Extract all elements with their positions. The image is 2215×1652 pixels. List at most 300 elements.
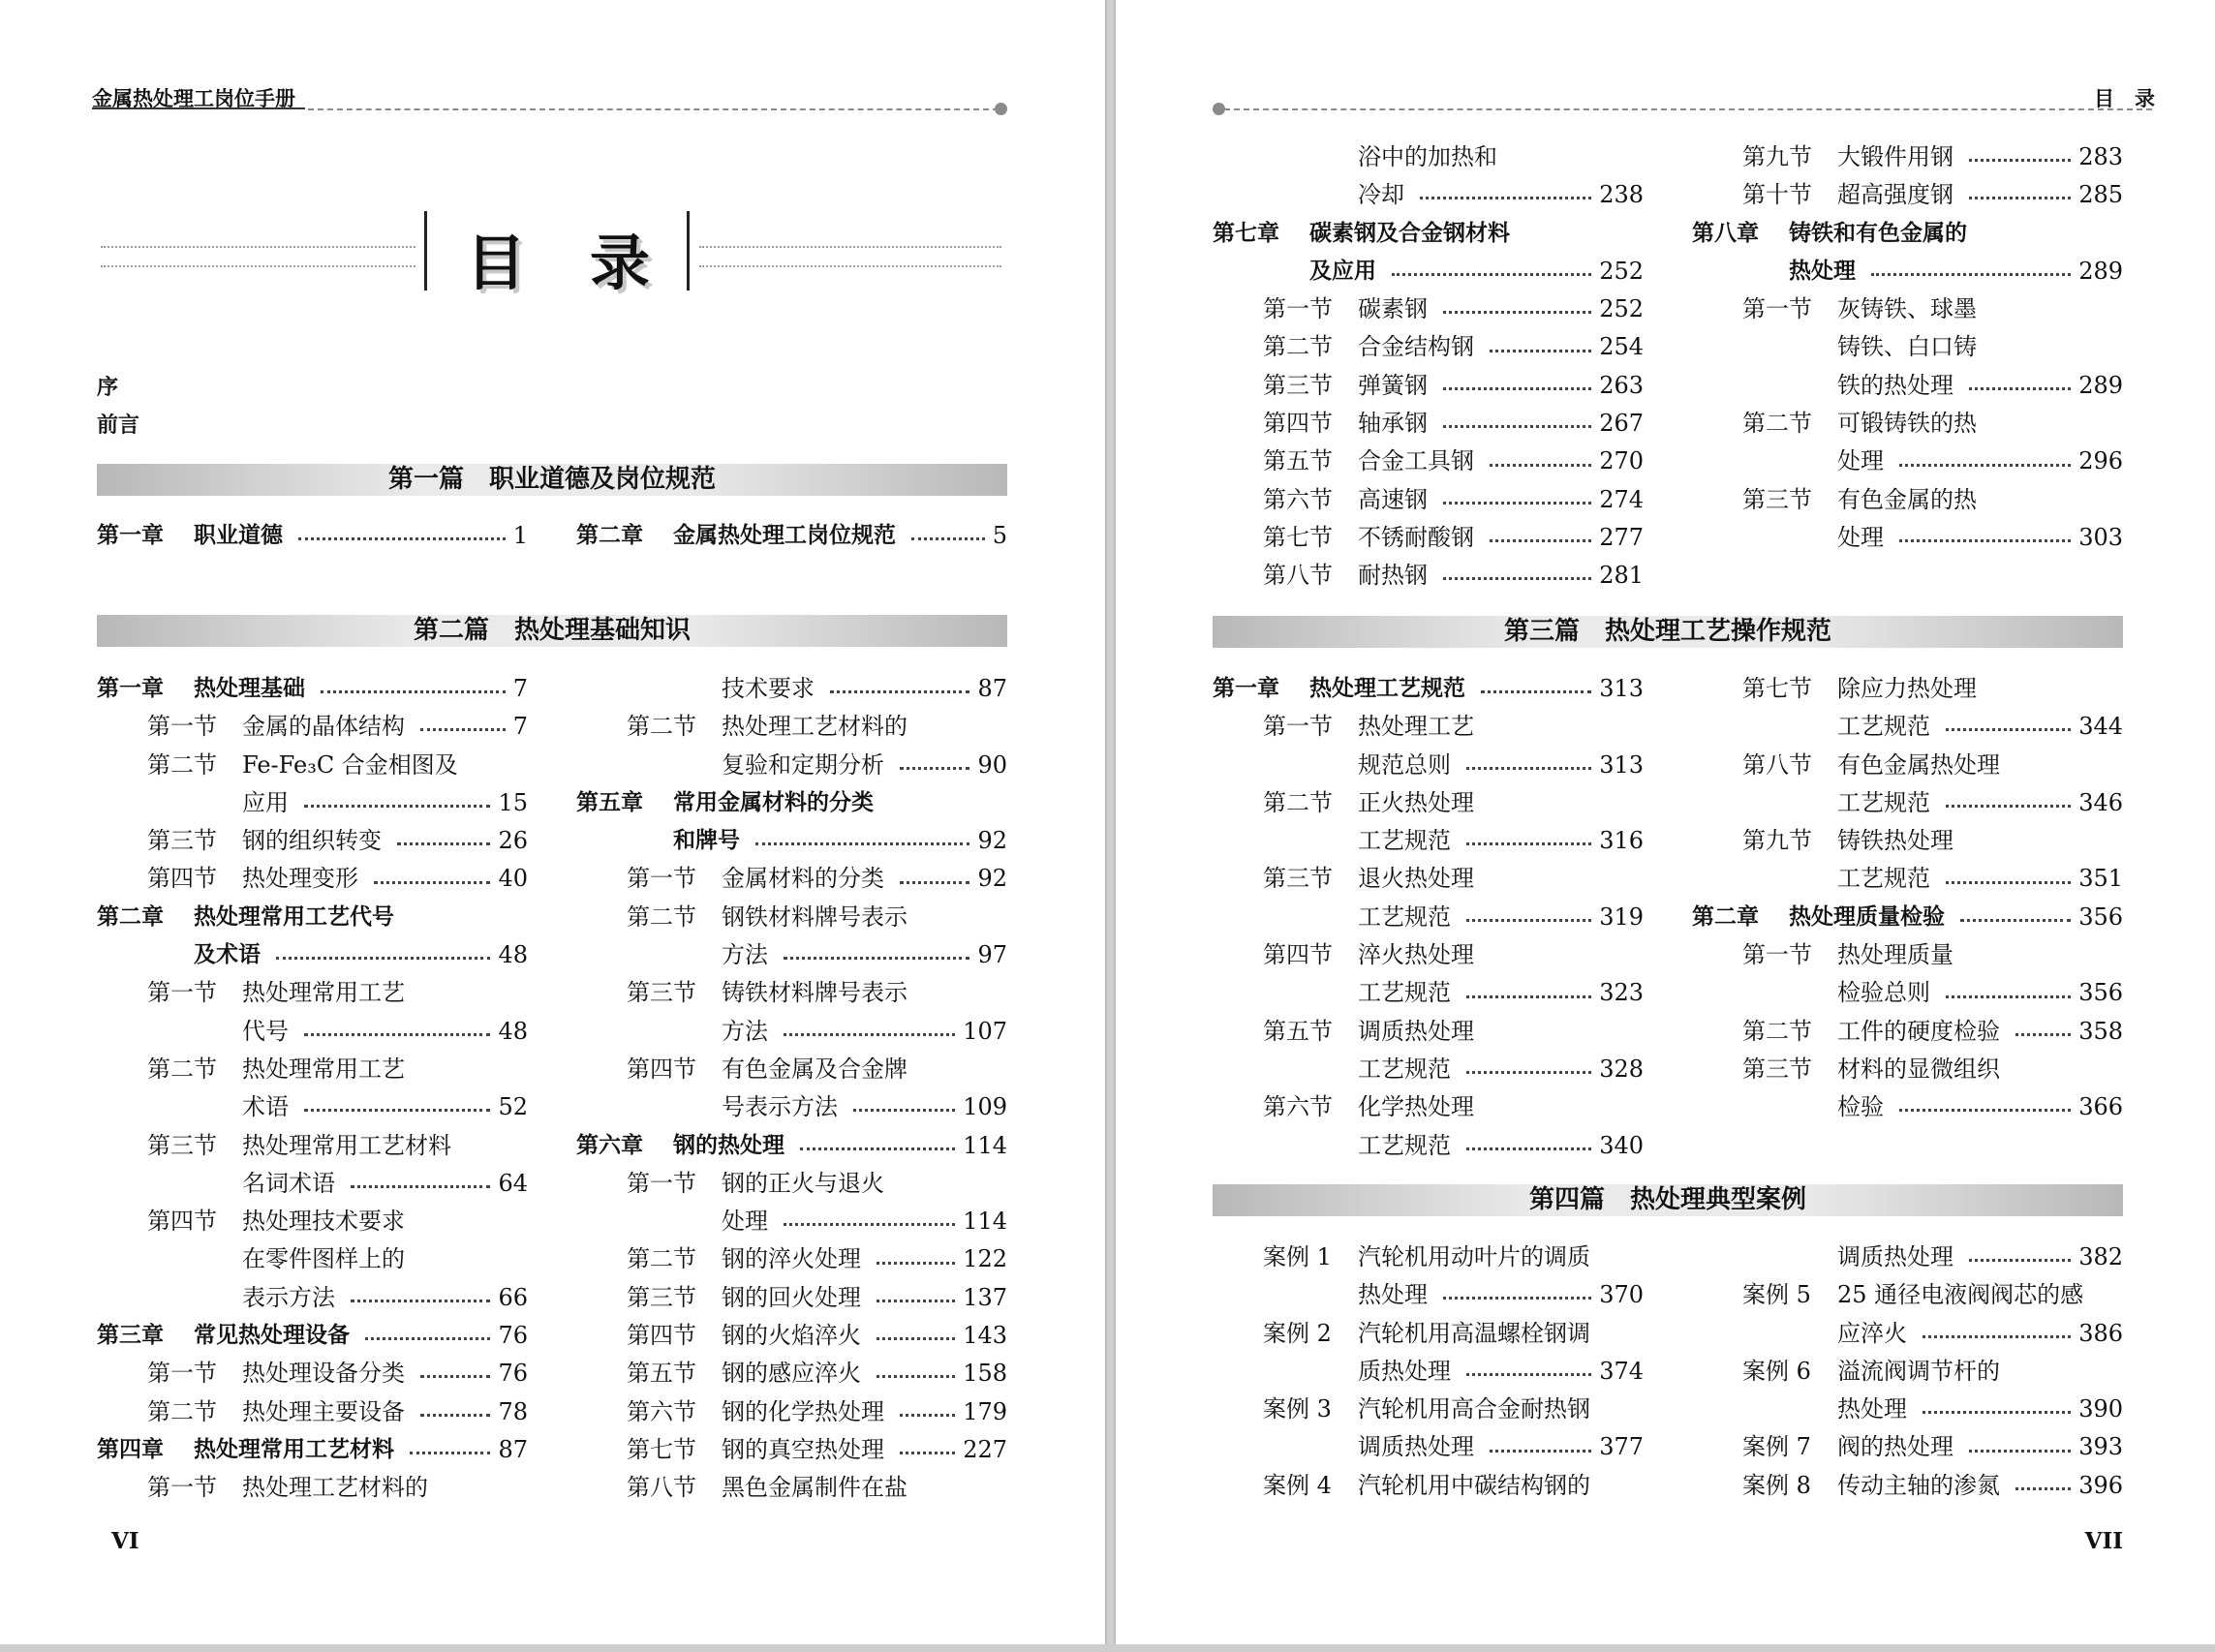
toc-entry[interactable] — [1692, 176, 2123, 214]
toc-entry[interactable] — [1213, 784, 1644, 822]
toc-leader — [830, 670, 1007, 708]
toc-entry[interactable] — [1213, 138, 1644, 176]
leader-dots — [784, 1033, 955, 1036]
toc-entry-label: 第七章 — [1213, 220, 1279, 246]
toc-entry[interactable] — [1213, 291, 1644, 328]
toc-page-number: 252 — [1599, 257, 1644, 285]
leader-dots — [1899, 464, 2071, 467]
toc-entry-label: 第二节 — [147, 1397, 217, 1425]
toc-leader — [1490, 519, 1644, 557]
toc-entry[interactable] — [1213, 860, 1644, 898]
leader-dots — [351, 1185, 490, 1188]
toc-entry[interactable] — [1213, 443, 1644, 480]
toc-columns-part-2 — [97, 670, 1007, 1508]
toc-entry[interactable] — [1213, 708, 1644, 746]
toc-entry-title: 技术要求 — [722, 675, 815, 702]
toc-columns-continued — [1213, 138, 2123, 596]
toc-entry-title: 检验 — [1837, 1093, 1884, 1121]
leader-dots — [1490, 350, 1591, 352]
running-header: 目 录 — [2094, 87, 2155, 110]
toc-chapter-entry[interactable] — [1692, 253, 2123, 291]
toc-entry[interactable] — [1213, 1428, 1644, 1466]
toc-entry-title: 灰铸铁、球墨 — [1837, 295, 1977, 323]
toc-page-number: 92 — [977, 827, 1007, 855]
toc-entry-label: 第一节 — [147, 713, 217, 741]
toc-entry-title: 处理 — [1837, 523, 1884, 551]
toc-entry[interactable] — [1213, 481, 1644, 519]
toc-leader — [900, 747, 1007, 784]
toc-entry-label: 第八节 — [627, 1474, 696, 1502]
toc-entry[interactable] — [576, 1317, 1007, 1355]
leader-dots — [2015, 1487, 2071, 1490]
toc-entry-label: 第三章 — [97, 1323, 164, 1349]
toc-entry[interactable] — [1213, 1391, 1644, 1428]
toc-column — [1213, 670, 1644, 1165]
part-bar-2 — [97, 615, 1007, 647]
leader-dots — [1946, 805, 2071, 808]
toc-leader — [1392, 253, 1644, 291]
toc-entry-title: 处理 — [1837, 447, 1884, 475]
toc-page-number: 109 — [963, 1093, 1007, 1121]
front-matter-foreword: 前言 — [97, 413, 140, 438]
leader-dots — [1443, 425, 1591, 428]
toc-page-number: 285 — [2078, 181, 2123, 209]
toc-page-number: 143 — [963, 1322, 1007, 1350]
toc-entry[interactable] — [97, 1051, 528, 1088]
toc-entry[interactable] — [576, 1431, 1007, 1469]
toc-leader — [1466, 747, 1644, 784]
toc-leader — [304, 1013, 528, 1051]
toc-entry-title: 钢的正火与退火 — [722, 1169, 884, 1197]
toc-entry[interactable] — [1692, 1051, 2123, 1088]
toc-leader — [784, 936, 1007, 974]
toc-leader — [1899, 519, 2123, 557]
toc-chapter-entry[interactable] — [1692, 215, 2123, 253]
leader-dots — [304, 805, 490, 808]
toc-page-number: 303 — [2078, 523, 2123, 551]
toc-leader — [877, 1317, 1007, 1355]
toc-page-number: 137 — [963, 1283, 1007, 1311]
toc-page-number: 386 — [2078, 1319, 2123, 1347]
toc-entry[interactable] — [1213, 1276, 1644, 1314]
toc-entry-label: 第一节 — [1263, 713, 1333, 741]
toc-chapter-entry[interactable] — [97, 899, 528, 936]
toc-leader — [900, 860, 1007, 898]
toc-leader — [1443, 367, 1644, 405]
toc-page-number: 313 — [1599, 750, 1644, 779]
toc-entry-title: 检验总则 — [1837, 979, 1930, 1007]
toc-entry[interactable] — [1213, 367, 1644, 405]
toc-entry[interactable] — [1692, 1315, 2123, 1353]
toc-entry[interactable] — [576, 1165, 1007, 1203]
leader-dots — [351, 1300, 490, 1302]
toc-leader — [1946, 784, 2123, 822]
part-bar-1 — [97, 464, 1007, 496]
toc-entry[interactable] — [576, 860, 1007, 898]
toc-entry-label: 第五节 — [1263, 447, 1333, 475]
toc-entry[interactable] — [1692, 974, 2123, 1012]
toc-chapter-entry[interactable] — [1213, 253, 1644, 291]
toc-entry[interactable] — [1692, 443, 2123, 480]
toc-entry-label: 第六节 — [1263, 485, 1333, 513]
toc-chapter-entry[interactable] — [576, 784, 1007, 822]
toc-page-number: 358 — [2078, 1017, 2123, 1045]
toc-leader — [351, 1279, 528, 1317]
toc-entry-label: 第二章 — [97, 903, 164, 930]
toc-entry[interactable] — [1692, 1276, 2123, 1314]
toc-entry-label: 第一章 — [1213, 676, 1279, 701]
toc-entry-title: 代号 — [242, 1017, 289, 1045]
toc-entry-title: 材料的显微组织 — [1837, 1055, 2000, 1083]
toc-chapter-entry[interactable] — [576, 1127, 1007, 1165]
toc-entry[interactable] — [97, 784, 528, 822]
toc-entry-label: 第一章 — [97, 676, 164, 701]
toc-entry-title: 热处理工艺材料的 — [242, 1474, 428, 1502]
toc-entry[interactable] — [576, 1279, 1007, 1317]
toc-entry[interactable] — [576, 1355, 1007, 1392]
toc-entry[interactable] — [1692, 708, 2123, 746]
toc-entry-label: 第三节 — [627, 979, 696, 1007]
toc-entry-label: 第一章 — [97, 523, 164, 548]
toc-entry[interactable] — [576, 936, 1007, 974]
toc-page-number: 252 — [1599, 295, 1644, 323]
toc-entry-label: 第一节 — [1263, 295, 1333, 323]
toc-entry[interactable] — [576, 708, 1007, 746]
toc-entry-title: 工艺规范 — [1358, 902, 1451, 931]
right-page — [1116, 0, 2215, 1644]
toc-entry-label: 第七节 — [1742, 675, 1812, 702]
toc-page-number: 382 — [2078, 1243, 2123, 1270]
toc-entry[interactable] — [1692, 519, 2123, 557]
toc-entry[interactable] — [576, 974, 1007, 1012]
toc-entry-title: 轴承钢 — [1358, 410, 1428, 438]
toc-entry-title: 调质热处理 — [1358, 1017, 1474, 1045]
toc-entry[interactable] — [1213, 1239, 1644, 1276]
toc-entry[interactable] — [1692, 328, 2123, 366]
toc-entry-title: 钢的热处理 — [673, 1132, 784, 1158]
toc-entry[interactable] — [1213, 519, 1644, 557]
toc-entry-label: 第五章 — [576, 789, 643, 815]
toc-column — [576, 517, 1007, 555]
toc-entry[interactable] — [1213, 176, 1644, 214]
toc-entry-title: 应用 — [242, 788, 289, 816]
toc-leader — [755, 822, 1007, 860]
toc-entry[interactable] — [1692, 747, 2123, 784]
toc-entry-title: 术语 — [242, 1093, 289, 1121]
toc-page-number: 319 — [1599, 902, 1644, 931]
toc-entry[interactable] — [1692, 1088, 2123, 1126]
toc-leader — [1466, 899, 1644, 936]
toc-chapter-entry[interactable] — [1692, 899, 2123, 936]
part-bar-3 — [1213, 616, 2123, 648]
toc-entry-title: 正火热处理 — [1358, 788, 1474, 816]
toc-entry-title: 钢的火焰淬火 — [722, 1322, 861, 1350]
toc-entry[interactable] — [97, 1203, 528, 1240]
toc-entry[interactable] — [576, 1051, 1007, 1088]
toc-entry-title: 处理 — [722, 1208, 768, 1236]
toc-entry[interactable] — [1692, 1239, 2123, 1276]
toc-chapter-entry[interactable] — [97, 1317, 528, 1355]
left-page — [0, 0, 1105, 1644]
toc-leader — [2015, 1467, 2123, 1505]
toc-chapter-entry[interactable] — [576, 517, 1007, 555]
toc-entry[interactable] — [1213, 405, 1644, 443]
toc-leader — [1969, 138, 2123, 176]
toc-entry[interactable] — [1692, 367, 2123, 405]
toc-entry-label: 第四节 — [1263, 410, 1333, 438]
toc-page-number: 114 — [963, 1131, 1007, 1159]
toc-entry[interactable] — [576, 1469, 1007, 1507]
toc-entry-label: 第八章 — [1692, 220, 1759, 246]
toc-leader — [397, 822, 528, 860]
leader-dots — [1466, 767, 1591, 770]
toc-entry[interactable] — [1692, 1013, 2123, 1051]
toc-leader — [1899, 443, 2123, 480]
toc-page-number: 92 — [977, 865, 1007, 893]
toc-entry[interactable] — [97, 1013, 528, 1051]
toc-entry-title: 热处理 — [1789, 258, 1856, 284]
toc-page-number: 97 — [977, 941, 1007, 969]
toc-entry[interactable] — [576, 1088, 1007, 1126]
toc-entry-title: 热处理常用工艺 — [242, 979, 405, 1007]
toc-entry-label: 第一节 — [627, 865, 696, 893]
toc-entry[interactable] — [97, 1240, 528, 1278]
leader-dots — [900, 881, 969, 884]
toc-chapter-entry[interactable] — [97, 517, 528, 555]
toc-entry[interactable] — [576, 1013, 1007, 1051]
toc-leader — [1466, 1127, 1644, 1165]
toc-entry-label: 案例 6 — [1742, 1357, 1811, 1385]
toc-leader — [1490, 443, 1644, 480]
toc-entry[interactable] — [1692, 1391, 2123, 1428]
toc-entry-title: 汽轮机用动叶片的调质 — [1358, 1243, 1590, 1270]
toc-entry-title: 钢铁材料牌号表示 — [722, 902, 908, 931]
toc-leader — [1946, 708, 2123, 746]
toc-leader — [321, 670, 528, 708]
toc-entry-label: 第二节 — [1263, 333, 1333, 361]
toc-entry-title: 有色金属热处理 — [1837, 750, 2000, 779]
toc-entry[interactable] — [576, 1240, 1007, 1278]
toc-page-number: 52 — [498, 1093, 528, 1121]
toc-entry[interactable] — [97, 822, 528, 860]
toc-entry-title: 钢的真空热处理 — [722, 1435, 884, 1463]
toc-page-number: 87 — [977, 675, 1007, 702]
toc-leader — [420, 1393, 528, 1431]
toc-entry[interactable] — [576, 1203, 1007, 1240]
toc-leader — [420, 1355, 528, 1392]
toc-page-number: 289 — [2078, 257, 2123, 285]
leader-dots — [900, 1452, 955, 1454]
leader-dots — [1969, 1259, 2071, 1262]
toc-entry-title: 弹簧钢 — [1358, 371, 1428, 399]
toc-entry[interactable] — [97, 1355, 528, 1392]
toc-leader — [877, 1355, 1007, 1392]
toc-entry-title: 汽轮机用高温螺栓钢调 — [1358, 1319, 1590, 1347]
toc-entry[interactable] — [97, 1127, 528, 1165]
toc-chapter-entry[interactable] — [97, 1431, 528, 1469]
toc-entry[interactable] — [1213, 899, 1644, 936]
toc-page-number: 7 — [512, 713, 528, 741]
toc-page-number: 356 — [2078, 979, 2123, 1007]
toc-leader — [1443, 557, 1644, 595]
toc-entry[interactable] — [1213, 1127, 1644, 1165]
toc-entry[interactable] — [1213, 1088, 1644, 1126]
toc-entry[interactable] — [1213, 936, 1644, 974]
toc-leader — [1481, 670, 1644, 708]
leader-dots — [1466, 1373, 1591, 1376]
toc-leader — [853, 1088, 1007, 1126]
toc-entry-label: 第三节 — [1742, 485, 1812, 513]
toc-entry[interactable] — [1213, 974, 1644, 1012]
leader-dots — [420, 1414, 490, 1417]
toc-columns-part-1 — [97, 517, 1007, 555]
toc-entry[interactable] — [1213, 747, 1644, 784]
leader-dots — [1443, 311, 1591, 314]
leader-dots — [1490, 539, 1591, 542]
toc-entry[interactable] — [97, 1165, 528, 1203]
toc-entry-title: 热处理技术要求 — [242, 1208, 405, 1236]
toc-entry[interactable] — [1692, 1428, 2123, 1466]
book-gutter — [1105, 0, 1116, 1652]
toc-entry[interactable] — [1692, 481, 2123, 519]
toc-entry[interactable] — [1692, 784, 2123, 822]
toc-entry-title: 热处理常用工艺材料 — [194, 1436, 394, 1462]
leader-dots — [304, 1033, 490, 1036]
toc-page-number: 267 — [1599, 410, 1644, 438]
toc-entry[interactable] — [1213, 1051, 1644, 1088]
toc-entry-title: 化学热处理 — [1358, 1093, 1474, 1121]
toc-leader — [298, 517, 528, 555]
toc-entry-title: 规范总则 — [1358, 750, 1451, 779]
toc-leader — [1969, 1239, 2123, 1276]
toc-entry[interactable] — [97, 1279, 528, 1317]
toc-page-number: 107 — [963, 1017, 1007, 1045]
toc-entry[interactable] — [1213, 1315, 1644, 1353]
toc-entry[interactable] — [1213, 328, 1644, 366]
toc-entry-title: 25 通径电液阀阀芯的感 — [1837, 1281, 2084, 1309]
toc-leader — [1490, 1428, 1644, 1466]
toc-entry[interactable] — [1692, 138, 2123, 176]
toc-entry-title: 名词术语 — [242, 1169, 335, 1197]
toc-entry-label: 第六节 — [627, 1397, 696, 1425]
leader-dots — [900, 767, 969, 770]
toc-entry[interactable] — [1692, 936, 2123, 974]
toc-entry[interactable] — [576, 670, 1007, 708]
toc-page-number: 366 — [2078, 1093, 2123, 1121]
toc-entry-title: 方法 — [722, 1017, 768, 1045]
part-title: 第一篇 职业道德及岗位规范 — [387, 465, 716, 494]
title-dots-left — [101, 246, 415, 267]
leader-dots — [877, 1300, 955, 1302]
toc-entry[interactable] — [97, 860, 528, 898]
toc-entry-label: 第一节 — [1742, 295, 1812, 323]
toc-chapter-entry[interactable] — [576, 822, 1007, 860]
toc-page-number: 328 — [1599, 1055, 1644, 1083]
toc-entry-label: 第二节 — [1263, 788, 1333, 816]
toc-entry-label: 第九节 — [1742, 143, 1812, 170]
toc-entry-label: 案例 5 — [1742, 1281, 1811, 1309]
toc-leader — [1899, 1088, 2123, 1126]
toc-entry[interactable] — [1213, 822, 1644, 860]
toc-page-number: 263 — [1599, 371, 1644, 399]
toc-entry-title: 大锻件用钢 — [1837, 143, 1954, 170]
toc-entry[interactable] — [97, 1088, 528, 1126]
leader-dots — [830, 690, 969, 693]
toc-entry-title: 热处理常用工艺材料 — [242, 1131, 451, 1159]
toc-entry[interactable] — [1692, 822, 2123, 860]
toc-page-number: 344 — [2078, 713, 2123, 741]
toc-entry[interactable] — [1692, 405, 2123, 443]
leader-dots — [784, 1223, 955, 1226]
toc-page-number: 48 — [498, 941, 528, 969]
toc-entry[interactable] — [97, 747, 528, 784]
toc-entry[interactable] — [1692, 291, 2123, 328]
toc-page-number: 283 — [2078, 143, 2123, 170]
toc-chapter-entry[interactable] — [97, 936, 528, 974]
toc-entry[interactable] — [1213, 557, 1644, 595]
toc-chapter-entry[interactable] — [97, 670, 528, 708]
toc-chapter-entry[interactable] — [1213, 670, 1644, 708]
toc-entry-label: 案例 7 — [1742, 1433, 1811, 1461]
toc-entry[interactable] — [576, 1393, 1007, 1431]
toc-column — [97, 670, 528, 1508]
toc-entry-title: 汽轮机用中碳结构钢的 — [1358, 1471, 1590, 1499]
toc-entry-title: 汽轮机用高合金耐热钢 — [1358, 1395, 1590, 1423]
toc-page-number: 15 — [498, 788, 528, 816]
toc-entry[interactable] — [1692, 1467, 2123, 1505]
toc-entry-label: 第一节 — [147, 979, 217, 1007]
toc-entry-label: 第三节 — [147, 827, 217, 855]
toc-entry[interactable] — [576, 747, 1007, 784]
toc-chapter-entry[interactable] — [1213, 215, 1644, 253]
toc-columns-part-3 — [1213, 670, 2123, 1165]
toc-column — [1213, 138, 1644, 596]
toc-entry-title: 冷却 — [1358, 181, 1404, 209]
leader-dots — [1946, 881, 2071, 884]
toc-entry[interactable] — [97, 708, 528, 746]
toc-entry-label: 第四节 — [627, 1055, 696, 1083]
toc-entry[interactable] — [1213, 1353, 1644, 1391]
leader-dots — [1466, 919, 1591, 922]
toc-entry[interactable] — [97, 974, 528, 1012]
toc-leader — [877, 1240, 1007, 1278]
leader-dots — [298, 537, 506, 540]
toc-entry-title: 黑色金属制件在盐 — [722, 1474, 908, 1502]
leader-dots — [1969, 1450, 2071, 1453]
header-dashed-rule — [308, 108, 999, 110]
toc-entry[interactable] — [1692, 1353, 2123, 1391]
toc-entry[interactable] — [1692, 670, 2123, 708]
toc-entry-title: 工艺规范 — [1837, 865, 1930, 893]
toc-entry[interactable] — [97, 1393, 528, 1431]
toc-entry[interactable] — [576, 899, 1007, 936]
toc-page-number: 277 — [1599, 523, 1644, 551]
toc-page-number: 227 — [963, 1435, 1007, 1463]
toc-page-number: 26 — [498, 827, 528, 855]
toc-entry[interactable] — [1213, 1467, 1644, 1505]
toc-leader — [1466, 822, 1644, 860]
toc-entry[interactable] — [1213, 1013, 1644, 1051]
toc-entry[interactable] — [1692, 860, 2123, 898]
toc-entry-title: 热处理工艺材料的 — [722, 713, 908, 741]
front-matter-preface: 序 — [97, 376, 119, 400]
toc-entry-title: 工艺规范 — [1358, 827, 1451, 855]
toc-entry-title: 号表示方法 — [722, 1093, 838, 1121]
toc-entry-label: 第一节 — [147, 1474, 217, 1502]
toc-entry[interactable] — [97, 1469, 528, 1507]
toc-entry-label: 第二节 — [627, 713, 696, 741]
leader-dots — [1969, 197, 2071, 199]
